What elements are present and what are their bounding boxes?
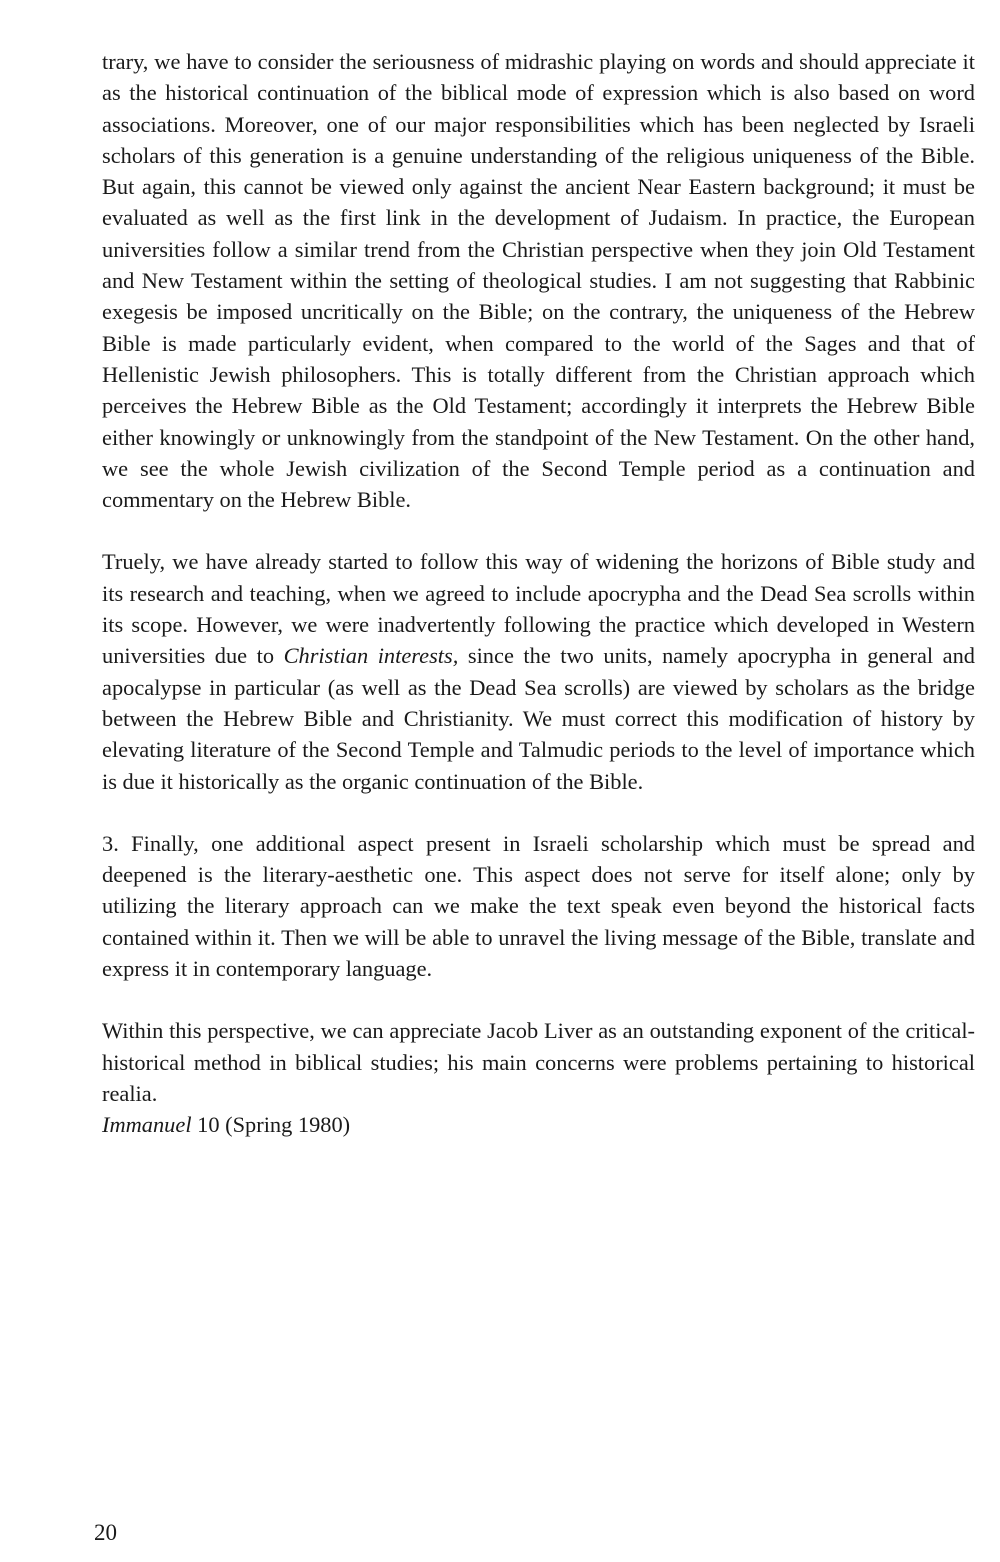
paragraph-1: trary, we have to consider the seriousness of midrashic playing on words and should appreciate it as the historical continuation of the biblical mode of expression which is also based on word associations. Moreover, one of our major responsibilities which has been neglected by Israeli scholars of this generation is a genuine understanding of the religious uniqueness of the Bible. But again, this cannot be viewed only against the ancient Near Eastern background; it must be evaluated as well as the first link in the development of Judaism. In practice, the European universities follow a similar trend from the Christian perspective when they join Old Testament and New Testament within the setting of theological studies. I am not suggesting that Rabbinic exegesis be imposed uncritically on the Bible; on the contrary, the uniqueness of the Hebrew Bible is made particularly evident, when compared to the world of the Sages and that of Hellenistic Jewish philosophers. This is totally different from the Christian approach which perceives the Hebrew Bible as the Old Testament; accordingly it interprets the Hebrew Bible either knowingly or unknowingly from the standpoint of the New Testament. On the other hand, we see the whole Jewish civilization of the Second Temple period as a continuation and commentary on the Hebrew Bible.: [102, 49, 975, 513]
paragraph-4: Within this perspective, we can appreciate Jacob Liver as an outstanding exponent of the critical-historical method in biblical studies; his main concerns were problems pertaining to historical realia.: [102, 1018, 975, 1106]
citation-issue: 10 (Spring 1980): [191, 1112, 351, 1138]
source-citation: [102, 1109, 975, 1140]
paragraph-2-text-start: Truely, we have already started to follow this way of widening the horizons of Bible study and its research and teaching, when we agreed to include apocrypha and the Dead Sea scrolls within its scope. However, we were inadvertently following the practice which developed in Western universities due to: [102, 549, 975, 669]
paragraph-2-text-end: since the two units, namely apocrypha in general and apocalypse in particular (as well as the Dead Sea scrolls) are viewed by scholars as the bridge between the Hebrew Bible and Christianity. We must correct this modification of history by elevating literature of the Second Temple and Talmudic periods to the level of importance which is due it historically as the organic continuation of the Bible.: [102, 643, 975, 794]
paragraph-3: 3. Finally, one additional aspect present in Israeli scholarship which must be spread and deepened is the literary-aesthetic one. This aspect does not serve for itself alone; only by utilizing the literary approach can we make the text speak even beyond the historical facts contained within it. Then we will be able to unravel the living message of the Bible, translate and express it in contemporary language.: [102, 830, 975, 982]
page-number: 20: [94, 1520, 117, 1545]
citation-journal: Immanuel: [102, 1112, 192, 1138]
paragraph-2: [102, 546, 975, 796]
page-body: [102, 46, 975, 1141]
paragraph-2-italic-phrase: Christian interests,: [283, 643, 459, 669]
